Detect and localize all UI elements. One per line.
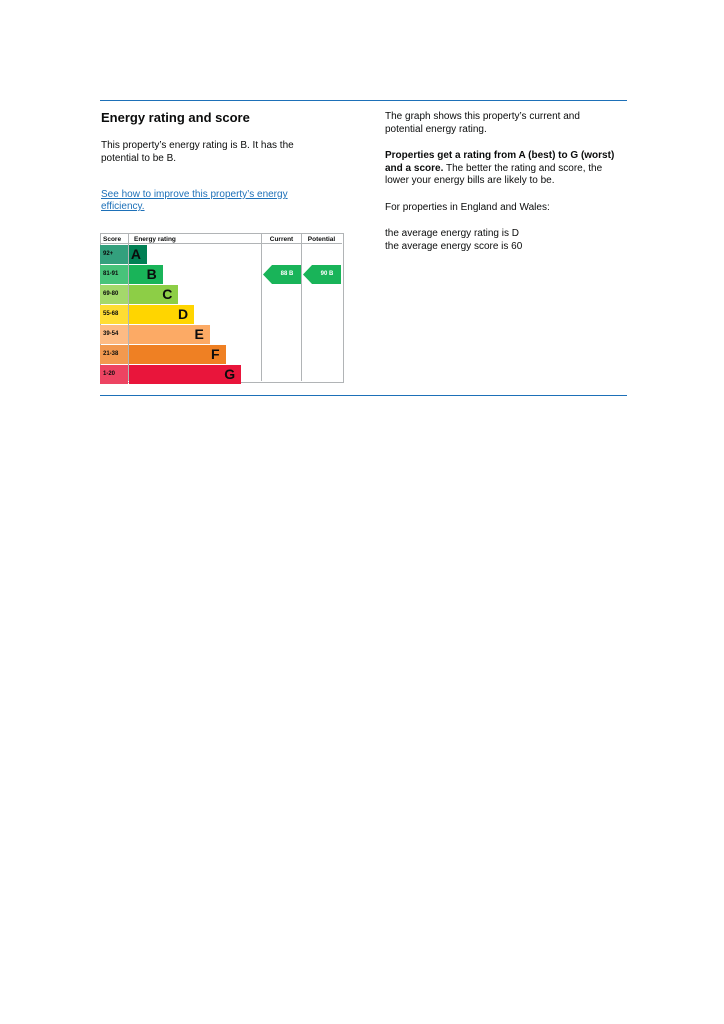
column-divider-current [261,233,262,381]
graph-description-line-2: potential energy rating. [385,123,487,135]
region-heading: For properties in England and Wales: [385,201,550,213]
rating-summary [101,110,341,213]
band-letter-f: F [210,346,220,362]
rating-band-d [129,305,194,324]
band-letter-c: C [162,286,173,302]
graph-description [385,111,645,136]
band-letter-a: A [130,246,141,262]
score-range-c: 69-80 [100,285,128,304]
score-range-d: 55-68 [100,305,128,324]
link-line-2: efficiency. [101,201,145,212]
rating-band-c [129,285,178,304]
band-letter-b: B [146,266,157,282]
current-rating-label: 88 B [280,271,294,277]
rating-scale-rest: The better the rating and score, the [443,162,603,174]
rating-explanation [385,111,645,253]
rating-scale-bold-1: Properties get a rating from A (best) to G (worst) [385,150,615,161]
graph-description-line-1: The graph shows this property’s current and [385,111,580,122]
rating-band-f [129,345,226,364]
link-line-1: See how to improve this property’s energy [101,189,288,200]
header-score: Score [103,236,122,243]
header-energy-rating: Energy rating [134,236,176,243]
score-range-g: 1-20 [100,365,128,384]
section-title: Energy rating and score [101,110,250,125]
score-range-e: 39-54 [100,325,128,344]
improve-efficiency-link[interactable] [101,189,341,213]
bottom-divider [100,395,627,396]
band-letter-g: G [224,366,236,382]
column-divider-potential [301,233,302,381]
header-potential: Potential [307,236,336,243]
rating-band-a [129,245,147,264]
rating-band-g [129,365,241,384]
rating-sentence [101,140,341,165]
rating-band-b [129,265,163,284]
average-rating: the average energy rating is D [385,228,519,239]
band-letter-d: D [177,306,189,322]
score-range-a: 92+ [100,245,128,264]
score-range-f: 21-38 [100,345,128,364]
averages [385,228,645,253]
current-rating-arrow [263,265,301,284]
band-letter-e: E [194,326,204,342]
rating-scale-bold-2: and a score. [385,162,444,174]
top-divider [100,100,627,101]
rating-scale-description [385,150,645,188]
potential-rating-label: 90 B [320,271,334,277]
score-range-b: 81-91 [100,265,128,284]
energy-rating-chart [100,233,343,382]
rating-sentence-line-1: This property’s energy rating is B. It has the [101,140,294,151]
rating-sentence-line-2: potential to be B. [101,152,177,164]
potential-rating-arrow [303,265,341,284]
average-score: the average energy score is 60 [385,240,523,252]
header-current: Current [269,236,294,243]
rating-scale-line-4: lower your energy bills are likely to be. [385,175,555,186]
rating-band-e [129,325,210,344]
